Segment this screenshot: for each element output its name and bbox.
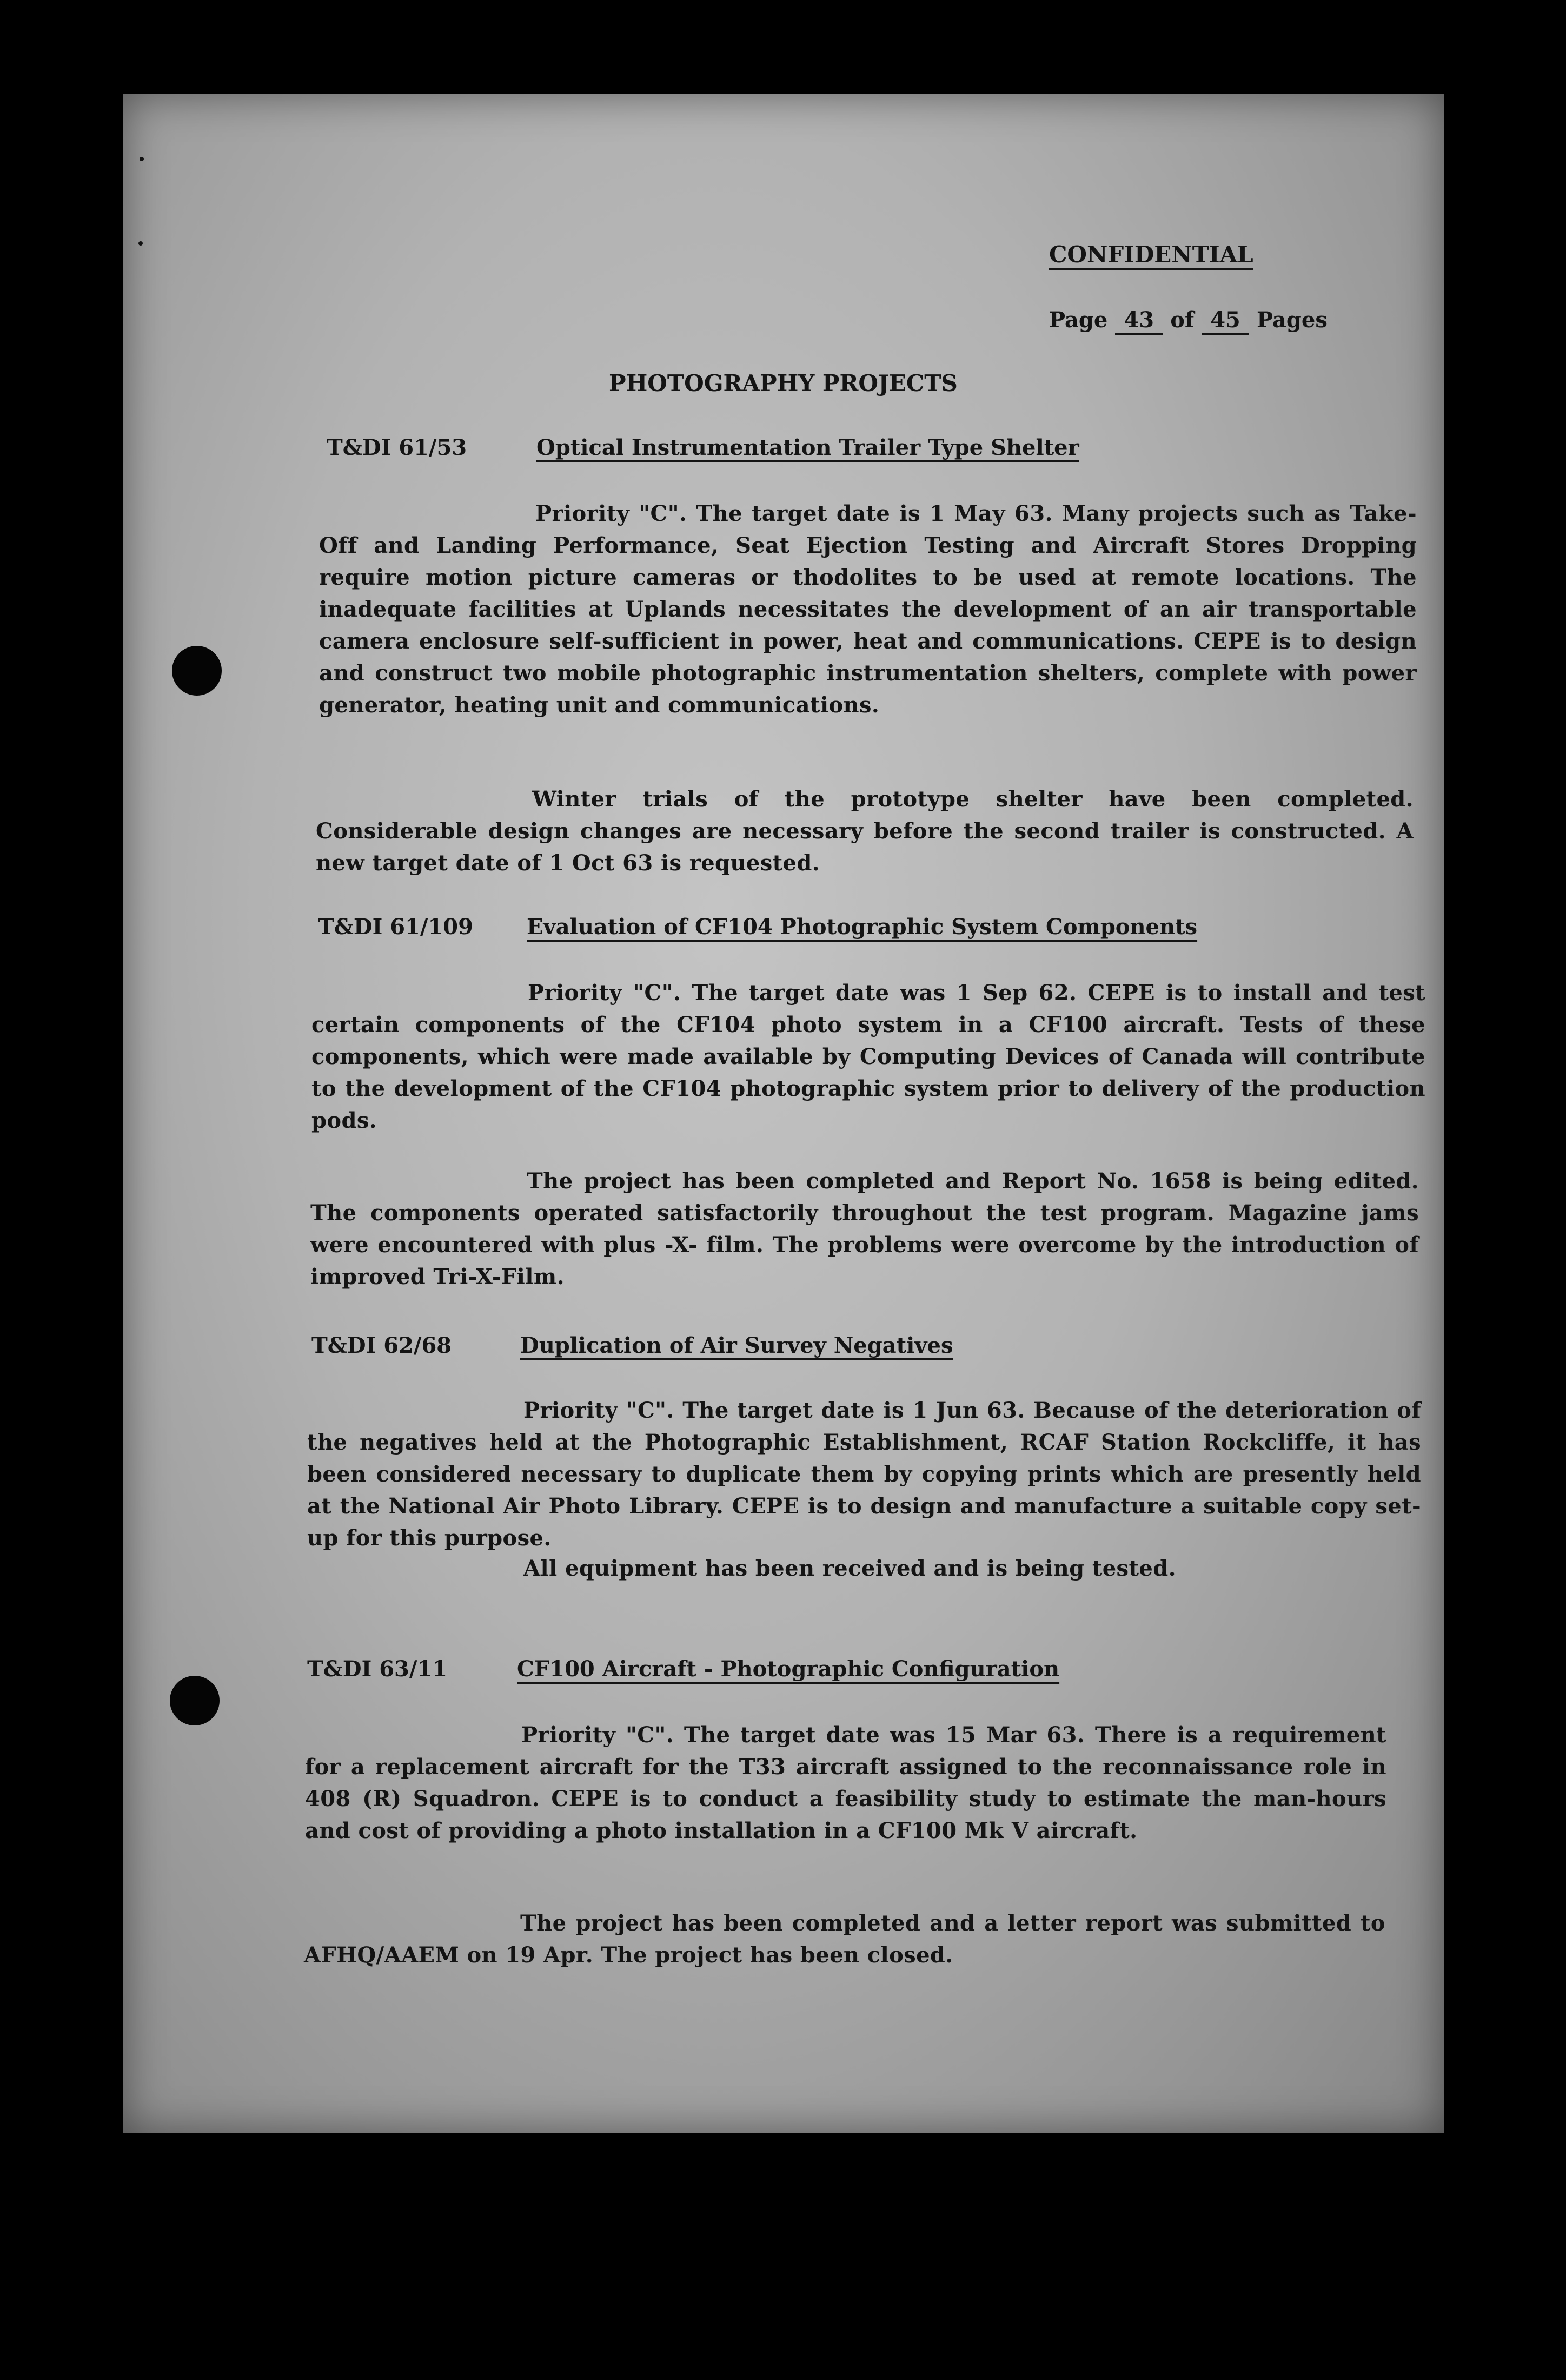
project-paragraph: Priority "C". The target date was 15 Mar 63. There is a requirement for a replacement aircraft for the T33 aircraft assigned to the reconnaissance role in 408 (R) Squadron. CEPE is to conduct a feasibility study to estimate the man-hours and cost of providing a photo installation in a CF100 Mk V aircraft. <box>305 1722 1386 1843</box>
punch-hole-upper <box>172 646 222 696</box>
page-label-suffix: Pages <box>1256 307 1328 333</box>
punch-hole-lower <box>170 1676 220 1726</box>
project-id: T&DI 61/53 <box>327 435 467 460</box>
project-paragraph: The project has been completed and Report No. 1658 is being edited. The components operated satisfactorily throughout the test program. Magazine jams were encountered with plus -X- film. The problems were overcome by the introduction of improved Tri-X-Film. <box>310 1168 1419 1290</box>
project-paragraph: Priority "C". The target date is 1 May 63. Many projects such as Take-Off and Landing Performance, Seat Ejection Testing and Aircraft Stores Dropping require motion picture cameras or thodolites to be used at remote locations. The inadequate facilities at Uplands necessitates the development of an air transportable camera enclosure self-sufficient in power, heat and communications. CEPE is to design and construct two mobile photographic instrumentation shelters, complete with power generator, heating unit and communications. <box>319 501 1417 718</box>
film-speck <box>140 157 144 161</box>
project-title: Optical Instrumentation Trailer Type Shelter <box>536 435 1079 460</box>
project-title: Duplication of Air Survey Negatives <box>520 1333 953 1358</box>
project-paragraph: All equipment has been received and is being tested. <box>523 1556 1176 1581</box>
project-paragraph: Winter trials of the prototype shelter have been completed. Considerable design changes are necessary before the second trailer is constructed. A new target date of 1 Oct 63 is requested. <box>316 786 1414 876</box>
classification-marking: CONFIDENTIAL <box>1049 241 1253 268</box>
page-total: 45 <box>1202 309 1249 335</box>
document-page <box>123 94 1444 2133</box>
project-id: T&DI 62/68 <box>311 1333 452 1358</box>
project-paragraph: Priority "C". The target date is 1 Jun 63. Because of the deterioration of the negatives held at the Photographic Establishment, RCAF Station Rockcliffe, it has been considered necessary to duplicate them by copying prints which are presently held at the National Air Photo Library. CEPE is to design and manufacture a suitable copy set-up for this purpose. <box>307 1398 1421 1551</box>
page-label-of: of <box>1170 307 1195 333</box>
project-id: T&DI 63/11 <box>307 1656 448 1682</box>
project-paragraph: Priority "C". The target date was 1 Sep 62. CEPE is to install and test certain components of the CF104 photo system in a CF100 aircraft. Tests of these components, which were made available by Computing Devices of Canada will contribute to the development of the CF104 photographic system prior to delivery of the production pods. <box>311 980 1425 1133</box>
project-title: CF100 Aircraft - Photographic Configuration <box>517 1656 1060 1682</box>
film-speck <box>138 241 143 246</box>
project-id: T&DI 61/109 <box>318 914 473 940</box>
project-paragraph: The project has been completed and a letter report was submitted to AFHQ/AAEM on 19 Apr. The project has been closed. <box>304 1910 1385 1968</box>
project-title: Evaluation of CF104 Photographic System Components <box>527 914 1198 940</box>
section-title: PHOTOGRAPHY PROJECTS <box>609 370 958 396</box>
page-number-line <box>1049 307 1328 335</box>
page-label-prefix: Page <box>1049 307 1108 333</box>
page-number: 43 <box>1115 309 1163 335</box>
